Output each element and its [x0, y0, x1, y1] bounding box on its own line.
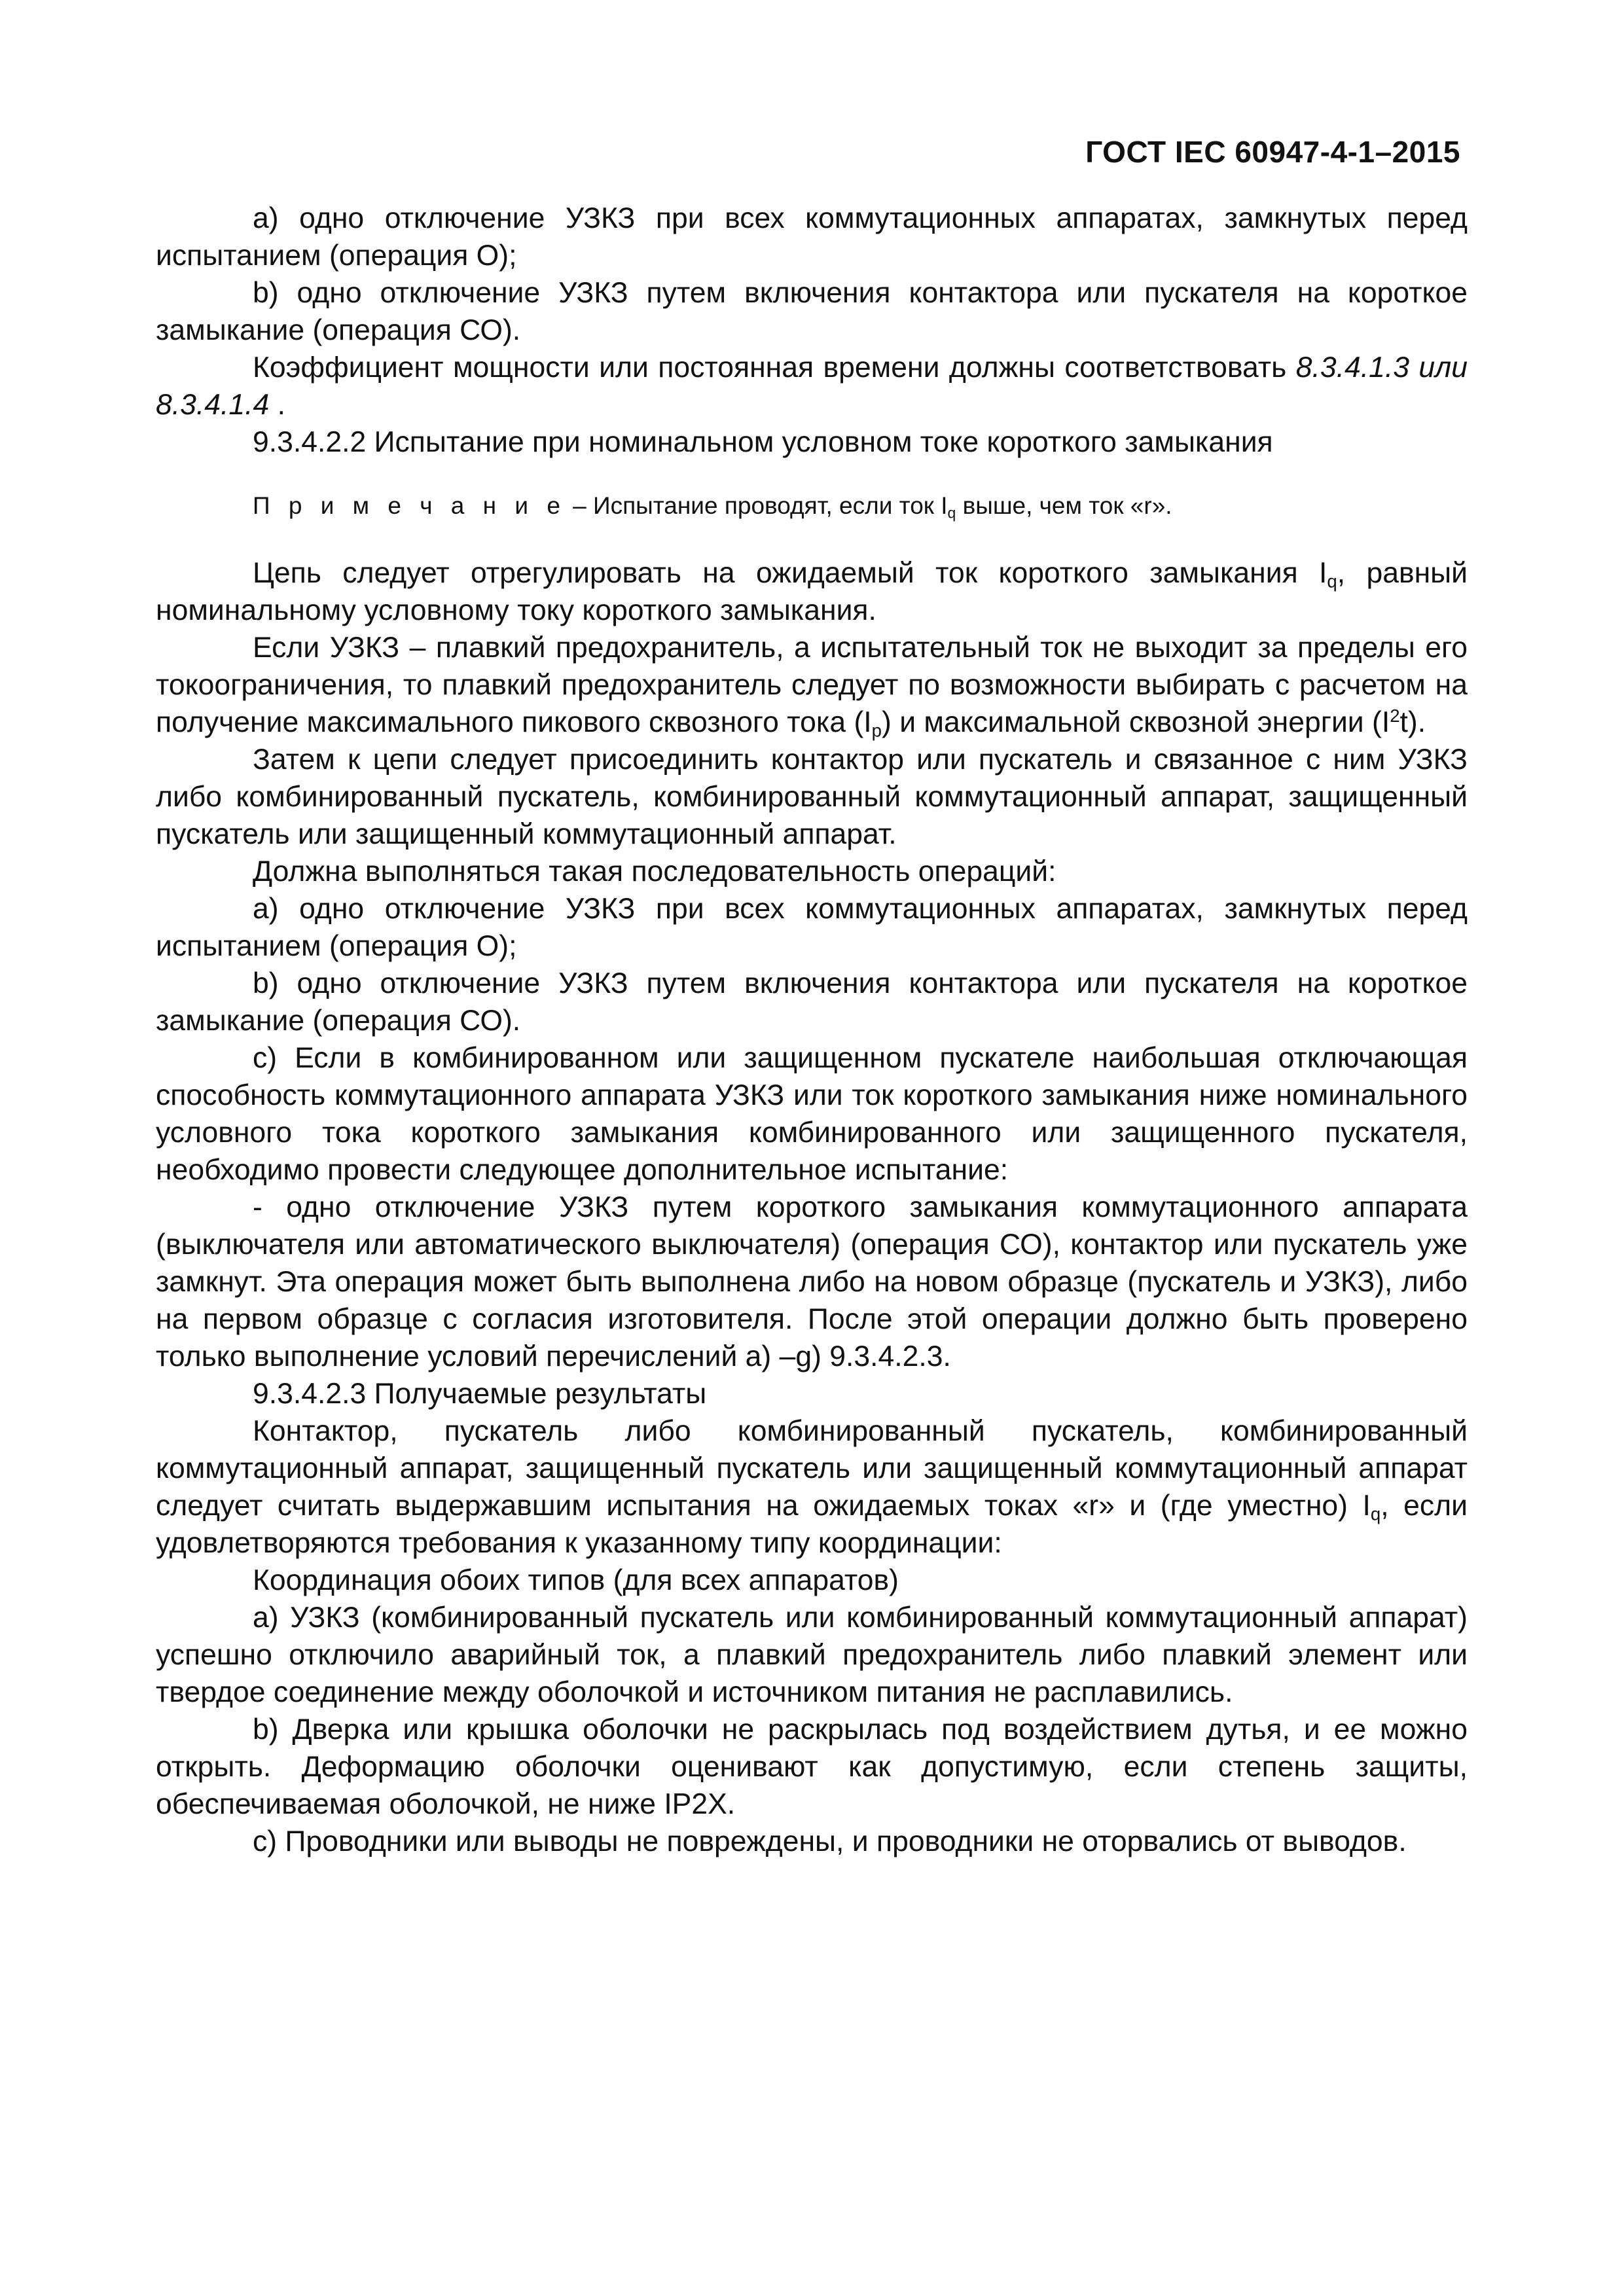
list-item: с) Проводники или выводы не повреждены, и проводники не оторвались от выводов. — [253, 1825, 1407, 1857]
list-item: с) Если в комбинированном или защищенном пускателе наибольшая отключающая способность коммутационного аппарата УЗКЗ или ток короткого замыкания ниже номинального условного тока короткого замыкания комбинированного или защищенного пускателя, необходимо провести следующее дополнительное испытание: — [156, 1042, 1468, 1186]
section-heading: 9.3.4.2.3 Получаемые результаты — [253, 1378, 707, 1410]
list-item: b) одно отключение УЗКЗ путем включения контактора или пускателя на короткое замыкание (операция СО). — [156, 967, 1468, 1037]
section-heading: 9.3.4.2.2 Испытание при номинальном условном токе короткого замыкания — [253, 426, 1273, 458]
clause-reference: 8.3.4.1.3 или 8.3.4.1.4 — [156, 351, 1468, 421]
paragraph: Контактор, пускатель либо комбинированный пускатель, комбинированный коммутационный аппарат, защищенный пускатель или защищенный коммутационный аппарат следует считать выдержавшим испытания на ожидаемых токах «r» и (где уместно) $I_q$, если удовлетворяются требования к указанному типу координации: — [156, 1415, 1468, 1559]
paragraph: Цепь следует отрегулировать на ожидаемый ток короткого замыкания $I_q$, равный номинальному условному току короткого замыкания. — [156, 557, 1468, 626]
list-item: - одно отключение УЗКЗ путем короткого замыкания коммутационного аппарата (выключателя или автоматического выключателя) (операция СО), контактор или пускатель уже замкнут. Эта операция может быть выполнена либо на новом образце (пускатель и УЗКЗ), либо на первом образце с согласия изготовителя. После этой операции должно быть проверено только выполнение условий перечислений а) –g) 9.3.4.2.3. — [156, 1191, 1468, 1372]
list-item: а) одно отключение УЗКЗ при всех коммутационных аппаратах, замкнутых перед испытанием (операция О); — [156, 893, 1468, 962]
paragraph: Должна выполняться такая последовательность операций: — [253, 855, 1056, 888]
standard-header: ГОСТ IEC 60947-4-1–2015 — [1085, 135, 1460, 169]
paragraph: Если УЗКЗ – плавкий предохранитель, а испытательный ток не выходит за пределы его токоограничения, то плавкий предохранитель следует по возможности выбирать с расчетом на получение максимального пикового сквозного тока $(I_p)$ и максимальной сквозной энергии $(I^2t)$. — [156, 632, 1468, 741]
note-label: П р и м е ч а н и е — [253, 492, 566, 519]
paragraph: b) одно отключение УЗКЗ путем включения контактора или пускателя на короткое замыкание (операция СО). — [156, 277, 1468, 346]
note: П р и м е ч а н и е – Испытание проводят, если ток $I_q$ выше, чем ток «r». — [253, 492, 1172, 522]
list-item: а) УЗКЗ (комбинированный пускатель или комбинированный коммутационный аппарат) успешно отключило аварийный ток, а плавкий предохранитель либо плавкий элемент или твердое соединение между оболочкой и источником питания не расплавились. — [156, 1602, 1468, 1708]
paragraph: Координация обоих типов (для всех аппаратов) — [253, 1564, 899, 1596]
document-body — [156, 200, 1468, 1860]
list-item: b) Дверка или крышка оболочки не раскрылась под воздействием дутья, и ее можно открыть. Деформацию оболочки оценивают как допустимую, если степень защиты, обеспечиваемая оболочкой, не ниже IP2X. — [156, 1713, 1468, 1820]
paragraph: а) одно отключение УЗКЗ при всех коммутационных аппаратах, замкнутых перед испытанием (операция О); — [156, 202, 1468, 272]
paragraph: Коэффициент мощности или постоянная времени должны соответствовать 8.3.4.1.3 или 8.3.4.1.4 . — [156, 351, 1468, 421]
paragraph: Затем к цепи следует присоединить контактор или пускатель и связанное с ним УЗКЗ либо комбинированный пускатель, комбинированный коммутационный аппарат, защищенный пускатель или защищенный коммутационный аппарат. — [156, 744, 1468, 850]
